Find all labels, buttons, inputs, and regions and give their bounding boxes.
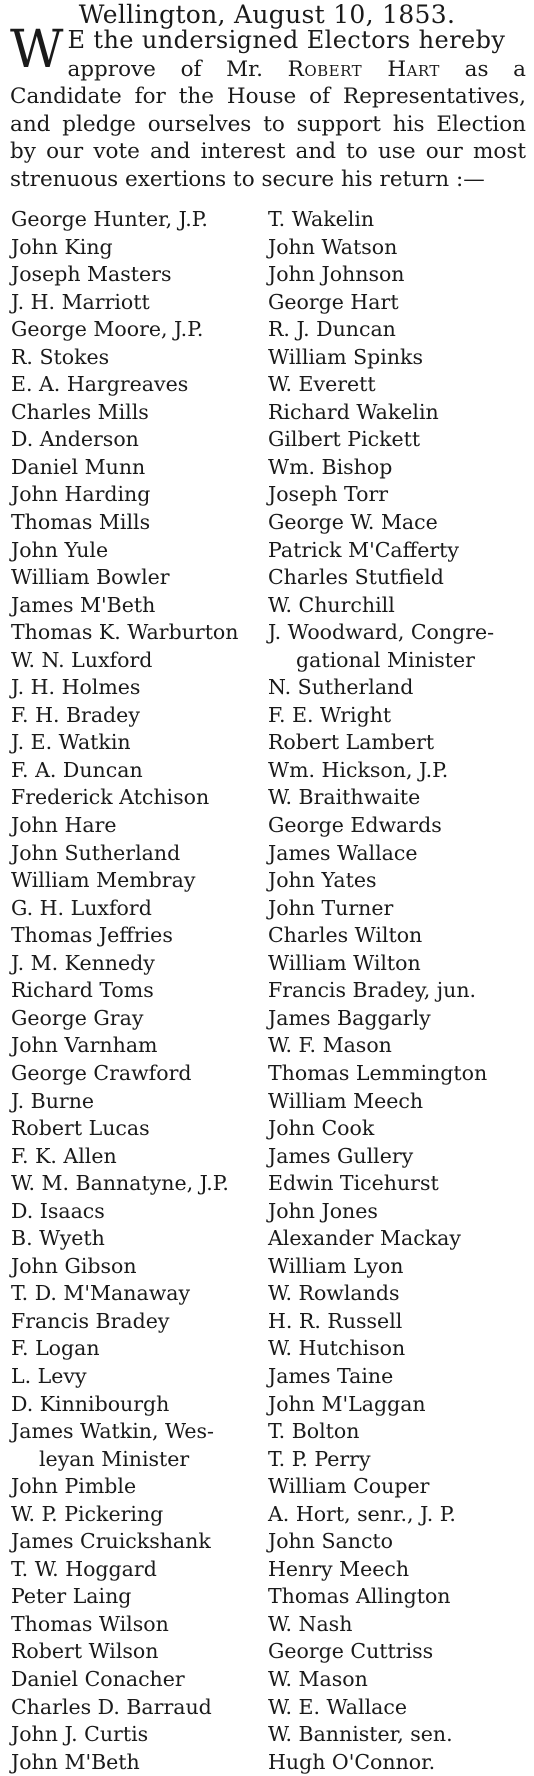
signatory-name: John Yule <box>11 537 109 562</box>
signatory-name: N. Sutherland <box>268 675 414 700</box>
signatory-name: Joseph Torr <box>268 482 389 507</box>
signatory-name: W. P. Pickering <box>11 1501 164 1526</box>
signatory-name: William Meech <box>268 1088 424 1113</box>
signatory-name: William Bowler <box>11 565 170 590</box>
signatory-name: John King <box>11 234 113 259</box>
signatory-name: George Cuttriss <box>268 1639 434 1664</box>
signatory-name: James Wallace <box>268 840 418 865</box>
signatory-name: T. W. Hoggard <box>11 1556 157 1581</box>
signatory-name: T. D. M'Manaway <box>11 1281 191 1306</box>
signatory-name: J. H. Holmes <box>11 675 141 700</box>
signatory-name: D. Kinnibourgh <box>11 1391 170 1416</box>
signatory-name: F. K. Allen <box>11 1143 117 1168</box>
signatory-name: Francis Bradey, jun. <box>268 978 477 1003</box>
signatory-name: W. Churchill <box>268 592 395 617</box>
signatory-name: James M'Beth <box>11 592 156 617</box>
signatory-name: Charles D. Barraud <box>11 1694 212 1719</box>
signatory-name: Thomas Allington <box>268 1584 451 1609</box>
signatory-name: James Taine <box>268 1363 394 1388</box>
preamble-text-before-name: approve of Mr. <box>67 56 288 82</box>
signatory-name: Edwin Ticehurst <box>268 1171 439 1196</box>
signatory-name: Robert Lucas <box>11 1116 150 1141</box>
signatory-name: W. E. Wallace <box>268 1694 407 1719</box>
preamble-first-line: E the undersigned Electors hereby <box>67 26 506 54</box>
signatory-name: James Cruickshank <box>11 1529 211 1554</box>
signatory-name: G. H. Luxford <box>11 895 152 920</box>
signatory-name: Thomas Lemmington <box>268 1060 488 1085</box>
signatory-name: Joseph Masters <box>11 262 172 287</box>
signatory-name: John Yates <box>268 868 377 893</box>
signatory-name: John Watson <box>268 234 398 259</box>
signatory-name: W. Hutchison <box>268 1336 406 1361</box>
signatory-name: W. Braithwaite <box>268 785 421 810</box>
signatory-name: Robert Wilson <box>11 1639 159 1664</box>
signatory-name: J. Woodward, Congre- <box>268 620 495 645</box>
signatory-name: W. F. Mason <box>268 1033 392 1058</box>
signatory-name: James Gullery <box>268 1143 414 1168</box>
candidate-name: Robert Hart <box>287 56 440 82</box>
signatory-name: Patrick M'Cafferty <box>268 537 459 562</box>
signatory-name: Hugh O'Connor. <box>268 1749 436 1774</box>
signatory-name: Charles Wilton <box>268 923 423 948</box>
signatory-name: Richard Wakelin <box>268 399 439 424</box>
signatory-name: Thomas Mills <box>11 510 151 535</box>
signatory-name: Charles Mills <box>11 399 149 424</box>
signatory-name: T. P. Perry <box>268 1446 371 1471</box>
preamble-text-after-name: as a Candidate for the House of Representatives, and pledge ourselves to support his Election by our vote and interest and to use our most strenuous exertions to secure his return :— <box>10 56 527 192</box>
signatory-name: John Johnson <box>268 262 405 287</box>
signatory-name: Richard Toms <box>11 978 154 1003</box>
signatory-name: W. M. Bannatyne, J.P. <box>11 1171 229 1196</box>
signatory-name: R. Stokes <box>11 344 110 369</box>
signatory-name: F. H. Bradey <box>11 702 140 727</box>
signatory-name: Charles Stutfield <box>268 565 444 590</box>
signatory-name: R. J. Duncan <box>268 317 396 342</box>
signatory-name: James Baggarly <box>268 1005 431 1030</box>
signatory-name: Peter Laing <box>11 1584 132 1609</box>
signatory-name: John Cook <box>268 1116 375 1141</box>
signatory-name: Frederick Atchison <box>11 785 210 810</box>
signatory-name: John M'Laggan <box>268 1391 426 1416</box>
signatory-name: William Spinks <box>268 344 423 369</box>
signatory-name: W. Nash <box>268 1611 353 1636</box>
signatory-name: J. M. Kennedy <box>11 950 155 975</box>
signatory-name: John J. Curtis <box>11 1722 149 1747</box>
signatory-name: John Hare <box>11 813 117 838</box>
preamble-paragraph <box>10 20 527 194</box>
signatory-name: J. H. Marriott <box>11 289 150 314</box>
signatory-name: John Gibson <box>11 1253 137 1278</box>
signatory-name: D. Isaacs <box>11 1198 105 1223</box>
signatories-right-column <box>268 206 526 1776</box>
signatory-name: gational Minister <box>296 647 475 672</box>
signatory-name: John Harding <box>11 482 151 507</box>
signatory-name: James Watkin, Wes- <box>11 1419 214 1444</box>
dateline: Wellington, August 10, 1853. <box>78 0 456 29</box>
signatory-name: A. Hort, senr., J. P. <box>268 1501 456 1526</box>
signatory-name: John Pimble <box>11 1474 137 1499</box>
signatory-name: Daniel Munn <box>11 454 146 479</box>
signatory-name: leyan Minister <box>39 1446 190 1471</box>
signatory-name: John Varnham <box>11 1033 158 1058</box>
signatory-name: William Couper <box>268 1474 430 1499</box>
signatory-name: John Jones <box>268 1198 378 1223</box>
signatory-name: W. Mason <box>268 1666 368 1691</box>
signatory-name: Thomas Wilson <box>11 1611 169 1636</box>
signatory-name: J. E. Watkin <box>11 730 131 755</box>
signatory-name: John M'Beth <box>11 1749 140 1774</box>
signatory-name: William Wilton <box>268 950 421 975</box>
signatory-name: Thomas K. Warburton <box>11 620 239 645</box>
signatory-name: Thomas Jeffries <box>11 923 173 948</box>
signatory-name: H. R. Russell <box>268 1308 403 1333</box>
signatory-name: George W. Mace <box>268 510 438 535</box>
signatory-name: Henry Meech <box>268 1556 410 1581</box>
signatory-name: Gilbert Pickett <box>268 427 421 452</box>
signatory-name: John Sancto <box>268 1529 394 1554</box>
signatory-name: F. E. Wright <box>268 702 392 727</box>
signatory-name: Daniel Conacher <box>11 1666 185 1691</box>
signatory-name: T. Bolton <box>268 1419 360 1444</box>
signatory-name: George Edwards <box>268 813 442 838</box>
signatory-name: George Moore, J.P. <box>11 317 204 342</box>
signatory-name: Alexander Mackay <box>268 1226 461 1251</box>
signatory-name: W. N. Luxford <box>11 647 153 672</box>
signatory-name: Wm. Bishop <box>268 454 393 479</box>
signatory-name: Francis Bradey <box>11 1308 170 1333</box>
signatory-name: D. Anderson <box>11 427 139 452</box>
signatory-name: George Crawford <box>11 1060 192 1085</box>
signatory-name: T. Wakelin <box>268 207 375 231</box>
signatory-name: George Hart <box>268 289 399 314</box>
signatory-name: E. A. Hargreaves <box>11 372 189 397</box>
signatory-name: George Hunter, J.P. <box>11 207 208 231</box>
signatory-name: L. Levy <box>11 1363 87 1388</box>
signatory-name: W. Rowlands <box>268 1281 400 1306</box>
signatory-name: John Sutherland <box>11 840 181 865</box>
signatory-name: William Membray <box>11 868 196 893</box>
signatory-name: W. Everett <box>268 372 376 397</box>
signatory-name: John Turner <box>268 895 394 920</box>
signatory-name: Wm. Hickson, J.P. <box>268 757 449 782</box>
signatory-name: J. Burne <box>11 1088 95 1113</box>
signatory-name: William Lyon <box>268 1253 404 1278</box>
drop-cap: W <box>10 20 64 80</box>
signatory-name: F. A. Duncan <box>11 757 143 782</box>
signatories-left-column <box>11 206 269 1776</box>
signatory-name: B. Wyeth <box>11 1226 105 1251</box>
signatory-name: George Gray <box>11 1005 144 1030</box>
signatory-name: F. Logan <box>11 1336 100 1361</box>
signatory-name: Robert Lambert <box>268 730 435 755</box>
signatory-name: W. Bannister, sen. <box>268 1722 453 1747</box>
